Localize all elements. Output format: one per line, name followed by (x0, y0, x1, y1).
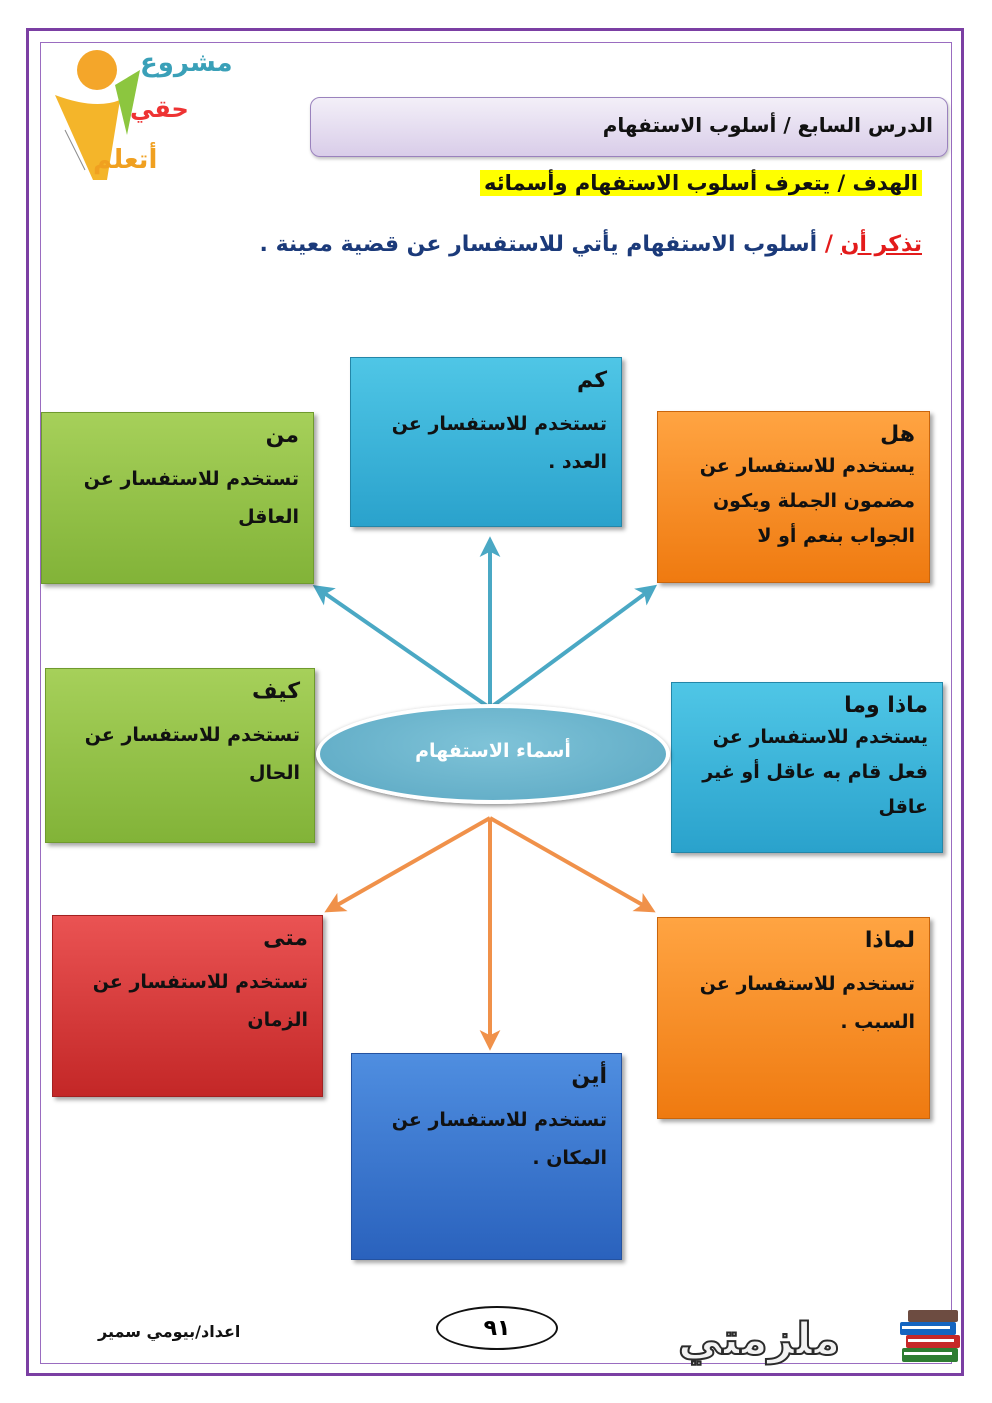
page-number-oval (436, 1306, 558, 1350)
box-kayfa-desc: تستخدم للاستفسار عن الحال (84, 724, 300, 784)
box-kayfa (45, 668, 315, 843)
remember-separator: / (817, 232, 841, 257)
box-limatha (657, 917, 930, 1119)
arrow-to-limatha (490, 818, 648, 908)
box-limatha-desc: تستخدم للاستفسار عن السبب . (699, 973, 915, 1033)
page-number: ٩١ (483, 1316, 511, 1341)
box-kam (350, 357, 622, 527)
site-watermark (668, 1300, 968, 1380)
logo-text-right: حقي (130, 95, 189, 123)
remember-text: أسلوب الاستفهام يأتي للاستفسار عن قضية معينة . (259, 232, 818, 257)
center-label: أسماء الاستفهام (415, 740, 571, 762)
logo-text-learn: أتعلم (93, 145, 158, 175)
box-kam-desc: تستخدم للاستفسار عن العدد . (391, 413, 607, 473)
box-matha-desc: يستخدم للاستفسار عن فعل قام به عاقل أو غير عاقل (702, 726, 928, 818)
box-hal-title: هل (880, 422, 915, 447)
box-matha (671, 682, 943, 853)
box-man-desc: تستخدم للاستفسار عن العاقل (83, 468, 299, 528)
lesson-goal: الهدف / يتعرف أسلوب الاستفهام وأسمائه (480, 170, 922, 196)
logo-text-project: مشروع (140, 48, 233, 78)
box-hal (657, 411, 930, 583)
box-limatha-title: لماذا (864, 928, 915, 953)
box-man (41, 412, 314, 584)
arrow-to-man (320, 590, 490, 708)
box-ayna-desc: تستخدم للاستفسار عن المكان . (391, 1109, 607, 1169)
arrow-to-hal (490, 590, 650, 708)
box-kam-title: كم (576, 368, 607, 393)
books-icon (898, 1308, 966, 1368)
box-mata (52, 915, 323, 1097)
lesson-title: الدرس السابع / أسلوب الاستفهام (602, 113, 933, 137)
footer-author: اعداد/بيومي سمير (98, 1322, 241, 1341)
remember-label: تذكر أن (840, 232, 922, 257)
box-kayfa-title: كيف (252, 679, 300, 704)
watermark-text: ملزمتي (678, 1314, 841, 1365)
box-man-title: من (265, 423, 299, 448)
center-ellipse (316, 704, 670, 804)
box-ayna (351, 1053, 622, 1260)
box-mata-desc: تستخدم للاستفسار عن الزمان (92, 971, 308, 1031)
box-hal-desc: يستخدم للاستفسار عن مضمون الجملة ويكون الجواب بنعم أو لا (699, 455, 915, 547)
box-mata-title: متى (263, 926, 308, 951)
arrow-to-mata (332, 818, 490, 908)
box-matha-title: ماذا وما (844, 693, 928, 718)
box-ayna-title: أين (571, 1064, 607, 1089)
